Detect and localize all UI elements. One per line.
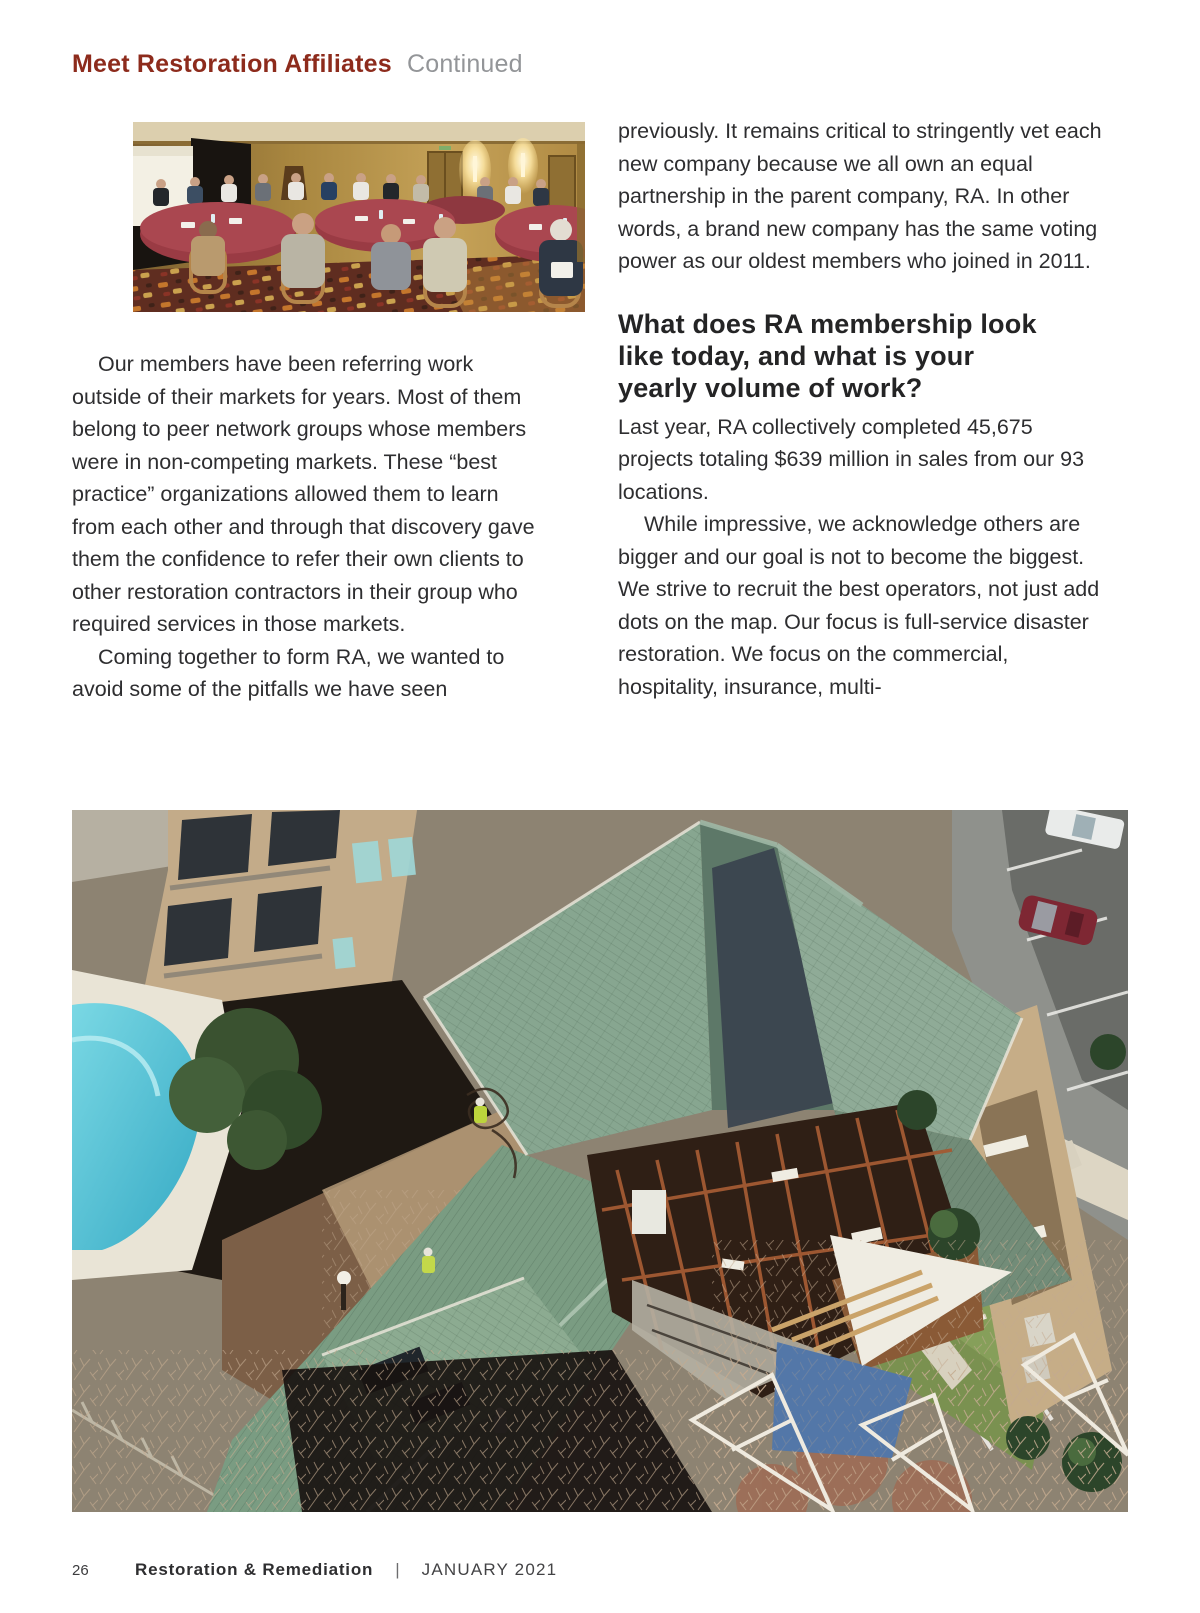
- paragraph-members-referring: Our members have been referring work outside of their markets for years. Most of them belong to peer network groups whose members were in non-competing markets. These “best practice” organizations allowed them to learn from each other and through that discovery gave them the confidence to refer their own clients to other restoration contractors in their group who required services in those markets.: [72, 352, 535, 636]
- section-title: Meet Restoration Affiliates: [72, 50, 392, 78]
- conference-meeting-photo: [133, 122, 585, 312]
- paragraph-previously: previously. It remains critical to stringently vet each new company because we all own an equal partnership in the parent company, RA. In other words, a brand new company has the same voting power as our oldest members who joined in 2011.: [618, 119, 1102, 273]
- section-title-continued: Continued: [406, 50, 523, 78]
- question-heading: [618, 308, 1102, 404]
- aerial-damage-photo: [72, 810, 1128, 1512]
- section-header: [72, 50, 523, 79]
- question-heading-line: yearly volume of work?: [618, 372, 923, 403]
- footer-separator: |: [395, 1560, 400, 1579]
- right-column: [618, 115, 1102, 703]
- paragraph-while-impressive: While impressive, we acknowledge others are bigger and our goal is not to become the biggest. We strive to recruit the best operators, not just add dots on the map. Our focus is full-service disaster restoration. We focus on the commercial, hospitality, insurance, multi-: [618, 512, 1100, 699]
- left-column: [72, 122, 585, 706]
- page-number: 26: [72, 1562, 89, 1579]
- question-heading-line: like today, and what is your: [618, 340, 975, 371]
- paragraph-last-year: Last year, RA collectively completed 45,675 projects totaling $639 million in sales from our 93 locations.: [618, 414, 1085, 504]
- question-heading-line: What does RA membership look: [618, 308, 1037, 339]
- issue-date: JANUARY 2021: [421, 1560, 558, 1579]
- page-footer: [72, 1560, 1128, 1580]
- paragraph-coming-together: Coming together to form RA, we wanted to avoid some of the pitfalls we have seen: [72, 644, 505, 701]
- magazine-name: Restoration & Remediation: [135, 1560, 374, 1579]
